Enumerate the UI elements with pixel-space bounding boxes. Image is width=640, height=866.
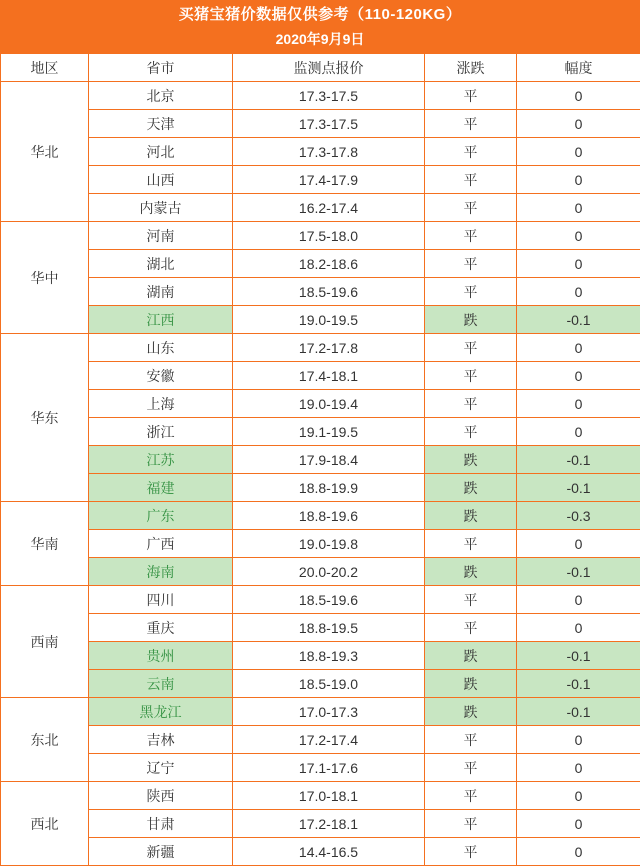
- amount-cell: 0: [517, 138, 640, 166]
- table-row: [1, 670, 640, 698]
- amount-cell: 0: [517, 586, 640, 614]
- price-cell: 18.8-19.9: [233, 474, 425, 502]
- region-cell: 西南: [1, 586, 89, 698]
- table-row: [1, 726, 640, 754]
- province-cell: 海南: [89, 558, 233, 586]
- region-cell: 华东: [1, 334, 89, 502]
- amount-cell: 0: [517, 222, 640, 250]
- price-cell: 18.2-18.6: [233, 250, 425, 278]
- amount-cell: -0.3: [517, 502, 640, 530]
- price-cell: 18.5-19.6: [233, 586, 425, 614]
- amount-cell: 0: [517, 530, 640, 558]
- price-cell: 17.0-18.1: [233, 782, 425, 810]
- table-row: [1, 390, 640, 418]
- table-row: [1, 82, 640, 110]
- price-cell: 18.8-19.3: [233, 642, 425, 670]
- province-cell: 重庆: [89, 614, 233, 642]
- table-row: [1, 558, 640, 586]
- change-cell: 平: [425, 138, 517, 166]
- change-cell: 平: [425, 250, 517, 278]
- amount-cell: 0: [517, 194, 640, 222]
- province-cell: 贵州: [89, 642, 233, 670]
- price-cell: 17.2-17.8: [233, 334, 425, 362]
- price-cell: 17.9-18.4: [233, 446, 425, 474]
- province-cell: 湖南: [89, 278, 233, 306]
- province-cell: 江苏: [89, 446, 233, 474]
- province-cell: 甘肃: [89, 810, 233, 838]
- page-subtitle-date: 2020年9月9日: [0, 28, 640, 53]
- table-row: [1, 502, 640, 530]
- amount-cell: 0: [517, 838, 640, 866]
- change-cell: 平: [425, 110, 517, 138]
- province-cell: 天津: [89, 110, 233, 138]
- region-cell: 西北: [1, 782, 89, 866]
- change-cell: 平: [425, 418, 517, 446]
- column-header-region: 地区: [1, 54, 89, 82]
- province-cell: 黑龙江: [89, 698, 233, 726]
- province-cell: 河北: [89, 138, 233, 166]
- amount-cell: 0: [517, 250, 640, 278]
- amount-cell: 0: [517, 110, 640, 138]
- table-header: [1, 54, 640, 82]
- province-cell: 辽宁: [89, 754, 233, 782]
- table-header-row: [1, 54, 640, 82]
- table-row: [1, 362, 640, 390]
- table-row: [1, 334, 640, 362]
- region-cell: 东北: [1, 698, 89, 782]
- price-cell: 19.0-19.5: [233, 306, 425, 334]
- table-row: [1, 194, 640, 222]
- region-cell: 华北: [1, 82, 89, 222]
- region-cell: 华南: [1, 502, 89, 586]
- amount-cell: 0: [517, 278, 640, 306]
- change-cell: 跌: [425, 670, 517, 698]
- province-cell: 山东: [89, 334, 233, 362]
- change-cell: 平: [425, 390, 517, 418]
- table-row: [1, 838, 640, 866]
- amount-cell: 0: [517, 82, 640, 110]
- amount-cell: -0.1: [517, 446, 640, 474]
- region-cell: 华中: [1, 222, 89, 334]
- price-cell: 18.5-19.6: [233, 278, 425, 306]
- province-cell: 四川: [89, 586, 233, 614]
- change-cell: 跌: [425, 558, 517, 586]
- table-row: [1, 138, 640, 166]
- price-cell: 17.4-18.1: [233, 362, 425, 390]
- province-cell: 云南: [89, 670, 233, 698]
- change-cell: 平: [425, 194, 517, 222]
- province-cell: 江西: [89, 306, 233, 334]
- table-row: [1, 642, 640, 670]
- province-cell: 北京: [89, 82, 233, 110]
- change-cell: 平: [425, 82, 517, 110]
- table-row: [1, 446, 640, 474]
- change-cell: 跌: [425, 306, 517, 334]
- province-cell: 陕西: [89, 782, 233, 810]
- amount-cell: -0.1: [517, 306, 640, 334]
- price-cell: 17.3-17.8: [233, 138, 425, 166]
- table-row: [1, 614, 640, 642]
- price-cell: 14.4-16.5: [233, 838, 425, 866]
- price-cell: 18.8-19.6: [233, 502, 425, 530]
- change-cell: 平: [425, 222, 517, 250]
- table-row: [1, 474, 640, 502]
- price-cell: 17.1-17.6: [233, 754, 425, 782]
- price-cell: 19.0-19.4: [233, 390, 425, 418]
- province-cell: 湖北: [89, 250, 233, 278]
- change-cell: 跌: [425, 446, 517, 474]
- province-cell: 吉林: [89, 726, 233, 754]
- amount-cell: -0.1: [517, 670, 640, 698]
- amount-cell: -0.1: [517, 698, 640, 726]
- amount-cell: 0: [517, 362, 640, 390]
- amount-cell: 0: [517, 166, 640, 194]
- change-cell: 平: [425, 838, 517, 866]
- table-row: [1, 250, 640, 278]
- price-cell: 18.8-19.5: [233, 614, 425, 642]
- column-header-change: 涨跌: [425, 54, 517, 82]
- province-cell: 山西: [89, 166, 233, 194]
- price-cell: 17.3-17.5: [233, 82, 425, 110]
- province-cell: 浙江: [89, 418, 233, 446]
- amount-cell: 0: [517, 390, 640, 418]
- price-cell: 17.5-18.0: [233, 222, 425, 250]
- amount-cell: 0: [517, 614, 640, 642]
- price-cell: 17.2-18.1: [233, 810, 425, 838]
- change-cell: 平: [425, 278, 517, 306]
- amount-cell: -0.1: [517, 474, 640, 502]
- change-cell: 平: [425, 782, 517, 810]
- province-cell: 上海: [89, 390, 233, 418]
- amount-cell: 0: [517, 334, 640, 362]
- amount-cell: 0: [517, 754, 640, 782]
- column-header-province: 省市: [89, 54, 233, 82]
- change-cell: 平: [425, 362, 517, 390]
- price-cell: 17.2-17.4: [233, 726, 425, 754]
- column-header-price: 监测点报价: [233, 54, 425, 82]
- price-cell: 19.1-19.5: [233, 418, 425, 446]
- amount-cell: -0.1: [517, 558, 640, 586]
- province-cell: 安徽: [89, 362, 233, 390]
- table-row: [1, 222, 640, 250]
- amount-cell: 0: [517, 726, 640, 754]
- price-cell: 17.0-17.3: [233, 698, 425, 726]
- price-cell: 20.0-20.2: [233, 558, 425, 586]
- table-row: [1, 698, 640, 726]
- table-row: [1, 530, 640, 558]
- province-cell: 福建: [89, 474, 233, 502]
- change-cell: 跌: [425, 502, 517, 530]
- table-row: [1, 306, 640, 334]
- change-cell: 跌: [425, 474, 517, 502]
- change-cell: 跌: [425, 698, 517, 726]
- change-cell: 平: [425, 586, 517, 614]
- table-row: [1, 586, 640, 614]
- change-cell: 平: [425, 166, 517, 194]
- table-row: [1, 166, 640, 194]
- change-cell: 平: [425, 334, 517, 362]
- table-row: [1, 810, 640, 838]
- province-cell: 内蒙古: [89, 194, 233, 222]
- change-cell: 平: [425, 726, 517, 754]
- amount-cell: 0: [517, 782, 640, 810]
- column-header-amount: 幅度: [517, 54, 640, 82]
- price-table: [0, 53, 640, 866]
- price-cell: 17.4-17.9: [233, 166, 425, 194]
- price-cell: 16.2-17.4: [233, 194, 425, 222]
- table-row: [1, 754, 640, 782]
- table-row: [1, 782, 640, 810]
- change-cell: 平: [425, 530, 517, 558]
- amount-cell: 0: [517, 418, 640, 446]
- province-cell: 广东: [89, 502, 233, 530]
- province-cell: 广西: [89, 530, 233, 558]
- table-row: [1, 278, 640, 306]
- province-cell: 河南: [89, 222, 233, 250]
- change-cell: 平: [425, 614, 517, 642]
- table-row: [1, 110, 640, 138]
- price-cell: 18.5-19.0: [233, 670, 425, 698]
- page-title: 买猪宝猪价数据仅供参考（110-120KG）: [0, 0, 640, 28]
- table-row: [1, 418, 640, 446]
- change-cell: 平: [425, 754, 517, 782]
- change-cell: 跌: [425, 642, 517, 670]
- price-cell: 19.0-19.8: [233, 530, 425, 558]
- change-cell: 平: [425, 810, 517, 838]
- amount-cell: 0: [517, 810, 640, 838]
- province-cell: 新疆: [89, 838, 233, 866]
- price-cell: 17.3-17.5: [233, 110, 425, 138]
- amount-cell: -0.1: [517, 642, 640, 670]
- table-body: [1, 82, 640, 866]
